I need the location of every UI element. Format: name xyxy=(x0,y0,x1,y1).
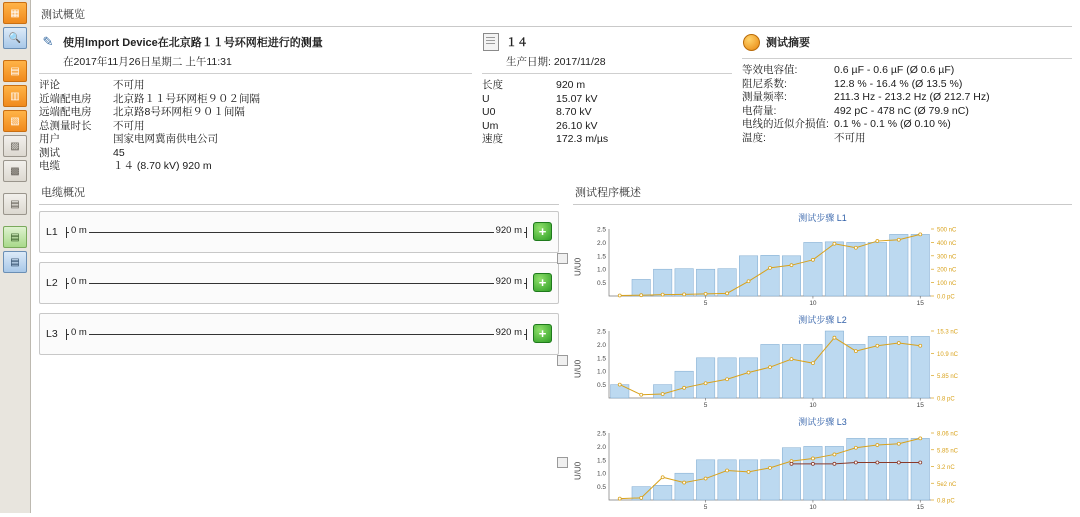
svg-text:3.2 nC: 3.2 nC xyxy=(937,464,955,471)
table-row xyxy=(39,79,472,93)
row-key: 远端配电房 xyxy=(39,106,92,118)
summary-header xyxy=(742,33,1072,51)
row-key: Um xyxy=(482,119,499,132)
test-divider xyxy=(39,73,472,74)
table-row xyxy=(482,133,732,147)
charts-host xyxy=(573,211,1072,513)
table-row xyxy=(742,64,1072,78)
row-value: 不可用 xyxy=(113,119,145,132)
cable-tick-start xyxy=(66,278,67,289)
table-row xyxy=(742,105,1072,119)
table-row xyxy=(742,118,1072,132)
cable-start-value: 0 m xyxy=(71,224,87,236)
cable-subheading: 生产日期: 2017/11/28 xyxy=(506,56,606,68)
overview-columns xyxy=(39,33,1072,174)
cable-label: L2 xyxy=(46,276,58,289)
cable-divider xyxy=(482,73,732,74)
row-value: 15.07 kV xyxy=(556,92,598,105)
svg-text:10: 10 xyxy=(809,401,817,409)
charts-panel-title: 测试程序概述 xyxy=(575,186,641,199)
summary-heading: 测试摘要 xyxy=(766,37,810,49)
svg-text:0.8 pC: 0.8 pC xyxy=(937,498,955,504)
table-row xyxy=(39,133,472,147)
rail-icon-orange-1[interactable]: ▦ xyxy=(3,2,27,24)
chart-title: 测试步骤 L2 xyxy=(798,314,847,325)
svg-text:0.5: 0.5 xyxy=(596,279,606,287)
rail-icon-orange-4[interactable]: ▧ xyxy=(3,110,27,132)
svg-text:200 nC: 200 nC xyxy=(937,267,957,274)
cable-tick-end xyxy=(526,329,527,340)
cable-tick-start xyxy=(66,329,67,340)
chart-side-marker[interactable] xyxy=(557,253,568,264)
rail-icon-orange-2[interactable]: ▤ xyxy=(3,60,27,82)
chart-plot-area[interactable] xyxy=(583,225,1072,309)
row-key: 等效电容值: xyxy=(742,64,798,76)
row-key: U0 xyxy=(482,106,496,118)
cable-line xyxy=(66,334,527,335)
cable-header xyxy=(482,33,732,51)
cable-tick-end xyxy=(526,278,527,289)
cable-end-value: 920 m xyxy=(495,224,522,236)
main-content xyxy=(31,0,1080,513)
row-key: 测量频率: xyxy=(742,91,787,103)
row-value: 不可用 xyxy=(113,79,145,91)
svg-text:5.85 nC: 5.85 nC xyxy=(937,373,959,380)
svg-text:2.0: 2.0 xyxy=(596,341,606,349)
row-key: 评论 xyxy=(39,79,60,91)
row-value: 172.3 m/µs xyxy=(556,133,609,145)
row-key: 用户 xyxy=(39,133,60,145)
cable-end-value: 920 m xyxy=(495,326,522,338)
row-key: 温度: xyxy=(742,131,766,144)
svg-text:10: 10 xyxy=(809,503,817,511)
row-key: 长度 xyxy=(482,79,503,91)
row-value: 920 m xyxy=(556,79,586,91)
svg-text:5.85 nC: 5.85 nC xyxy=(937,447,959,454)
svg-text:15.3 nC: 15.3 nC xyxy=(937,329,959,335)
add-icon[interactable]: + xyxy=(533,222,552,241)
row-key: 电缆 xyxy=(39,160,60,172)
rail-icon-orange-3[interactable]: ▥ xyxy=(3,85,27,107)
row-value: 国家电网冀南供电公司 xyxy=(113,133,218,145)
svg-text:1.5: 1.5 xyxy=(596,252,606,260)
left-icon-rail[interactable] xyxy=(0,0,31,513)
overview-summary-column xyxy=(742,33,1072,174)
svg-text:5: 5 xyxy=(703,503,708,511)
chart-1 xyxy=(573,211,1072,309)
cable-label: L1 xyxy=(46,225,58,238)
search-icon[interactable]: 🔍 xyxy=(3,27,27,49)
svg-text:15: 15 xyxy=(916,299,924,307)
svg-text:5: 5 xyxy=(703,299,708,307)
chart-y-axis-label: U/U0 xyxy=(573,257,583,276)
svg-text:0.5: 0.5 xyxy=(596,483,606,491)
svg-text:5: 5 xyxy=(703,401,708,409)
svg-text:15: 15 xyxy=(916,503,924,511)
row-key: 总测量时长 xyxy=(39,119,92,132)
svg-text:0.5: 0.5 xyxy=(596,381,606,389)
svg-text:15: 15 xyxy=(916,401,924,409)
table-row xyxy=(482,93,732,107)
svg-text:10.9 nC: 10.9 nC xyxy=(937,351,959,358)
charts-panel xyxy=(573,184,1072,517)
row-key: 速度 xyxy=(482,133,503,145)
svg-text:2.0: 2.0 xyxy=(596,443,606,451)
svg-text:2.5: 2.5 xyxy=(596,226,606,233)
overview-test-column xyxy=(39,33,472,174)
cable-line xyxy=(66,283,527,284)
cable-line xyxy=(66,232,527,233)
svg-text:10: 10 xyxy=(809,299,817,307)
add-icon[interactable]: + xyxy=(533,324,552,343)
chart-side-marker[interactable] xyxy=(557,355,568,366)
table-row xyxy=(39,120,472,134)
row-key: 近端配电房 xyxy=(39,92,92,105)
rail-icon-gray-1[interactable]: ▨ xyxy=(3,135,27,157)
cable-track[interactable] xyxy=(66,327,527,341)
row-value: 492 pC - 478 nC (Ø 79.9 nC) xyxy=(834,104,969,117)
rail-icon-report[interactable]: ▤ xyxy=(3,226,27,248)
chart-y-axis-label: U/U0 xyxy=(573,359,583,378)
table-row xyxy=(742,91,1072,105)
cables-panel-title: 电缆概况 xyxy=(41,186,85,199)
row-value: 北京路１１号环网柜９０２间隔 xyxy=(113,92,260,105)
chart-side-marker[interactable] xyxy=(557,457,568,468)
test-heading: 使用Import Device在北京路１１号环网柜进行的测量 xyxy=(63,37,323,49)
row-value: 45 xyxy=(113,146,125,159)
table-row xyxy=(482,106,732,120)
rail-icon-document[interactable]: ▤ xyxy=(3,251,27,273)
rail-icon-gray-3[interactable]: ▤ xyxy=(3,193,27,215)
list-item[interactable] xyxy=(39,313,559,355)
row-value: 26.10 kV xyxy=(556,119,598,132)
svg-text:100 nC: 100 nC xyxy=(937,280,957,287)
chart-plot-area[interactable] xyxy=(583,429,1072,513)
sphere-icon xyxy=(742,33,760,51)
overview-cable-column xyxy=(482,33,732,174)
row-value: 12.8 % - 16.4 % (Ø 13.5 %) xyxy=(834,77,963,90)
svg-text:0.8 pC: 0.8 pC xyxy=(937,396,955,402)
row-key: U xyxy=(482,92,490,105)
table-row xyxy=(39,147,472,161)
svg-text:1.0: 1.0 xyxy=(596,470,606,478)
cables-panel xyxy=(39,184,559,517)
row-value: 北京路8号环网柜９０１间隔 xyxy=(113,106,245,118)
svg-text:8.06 nC: 8.06 nC xyxy=(937,431,959,437)
svg-text:1.0: 1.0 xyxy=(596,266,606,274)
row-key: 电线的近似介损值: xyxy=(742,118,829,130)
row-value: 8.70 kV xyxy=(556,106,592,118)
cable-track[interactable] xyxy=(66,225,527,239)
list-item[interactable] xyxy=(39,262,559,304)
svg-text:300 nC: 300 nC xyxy=(937,253,957,260)
cable-label: L3 xyxy=(46,327,58,340)
cable-tick-start xyxy=(66,227,67,238)
row-value: １４ (8.70 kV) 920 m xyxy=(113,160,212,172)
lower-area xyxy=(39,184,1072,517)
cable-heading: １４ xyxy=(506,37,528,49)
chart-y-axis-label: U/U0 xyxy=(573,461,583,480)
svg-text:2.5: 2.5 xyxy=(596,328,606,335)
table-row xyxy=(482,79,732,93)
test-subheading: 在2017年11月26日星期二 上午11:31 xyxy=(63,56,232,68)
svg-text:5e2 nC: 5e2 nC xyxy=(937,481,957,488)
row-key: 测试 xyxy=(39,146,60,159)
svg-text:2.5: 2.5 xyxy=(596,430,606,437)
chart-3 xyxy=(573,415,1072,513)
document-icon xyxy=(482,33,500,51)
test-header xyxy=(39,33,472,51)
charts-divider xyxy=(573,204,1072,205)
table-row xyxy=(482,120,732,134)
svg-text:1.5: 1.5 xyxy=(596,354,606,362)
rail-icon-gray-2[interactable]: ▩ xyxy=(3,160,27,182)
row-key: 电荷量: xyxy=(742,104,777,117)
row-value: 0.6 µF - 0.6 µF (Ø 0.6 µF) xyxy=(834,64,955,76)
table-row xyxy=(39,93,472,107)
chart-plot-area[interactable] xyxy=(583,327,1072,411)
svg-text:2.0: 2.0 xyxy=(596,239,606,247)
chart-title: 测试步骤 L1 xyxy=(798,212,847,223)
summary-divider xyxy=(742,58,1072,59)
cable-end-value: 920 m xyxy=(495,275,522,287)
cables-divider xyxy=(39,204,559,205)
svg-text:1.0: 1.0 xyxy=(596,368,606,376)
cable-tick-end xyxy=(526,227,527,238)
chart-title: 测试步骤 L3 xyxy=(798,416,847,427)
list-item[interactable] xyxy=(39,211,559,253)
cable-start-value: 0 m xyxy=(71,275,87,287)
cable-track[interactable] xyxy=(66,276,527,290)
chart-2 xyxy=(573,313,1072,411)
overview-section-title: 测试概览 xyxy=(41,9,85,21)
cable-start-value: 0 m xyxy=(71,326,87,338)
pencil-icon: ✎ xyxy=(42,34,54,49)
table-row xyxy=(39,160,472,174)
overview-divider xyxy=(39,26,1072,27)
add-icon[interactable]: + xyxy=(533,273,552,292)
svg-text:500 nC: 500 nC xyxy=(937,227,957,233)
row-value: 211.3 Hz - 213.2 Hz (Ø 212.7 Hz) xyxy=(834,91,990,103)
row-key: 阻尼系数: xyxy=(742,77,787,90)
table-row xyxy=(742,132,1072,146)
table-row xyxy=(742,78,1072,92)
row-value: 0.1 % - 0.1 % (Ø 0.10 %) xyxy=(834,118,951,130)
table-row xyxy=(39,106,472,120)
svg-text:0.0 pC: 0.0 pC xyxy=(937,294,955,300)
svg-text:400 nC: 400 nC xyxy=(937,240,957,247)
row-value: 不可用 xyxy=(834,131,866,144)
svg-text:1.5: 1.5 xyxy=(596,456,606,464)
